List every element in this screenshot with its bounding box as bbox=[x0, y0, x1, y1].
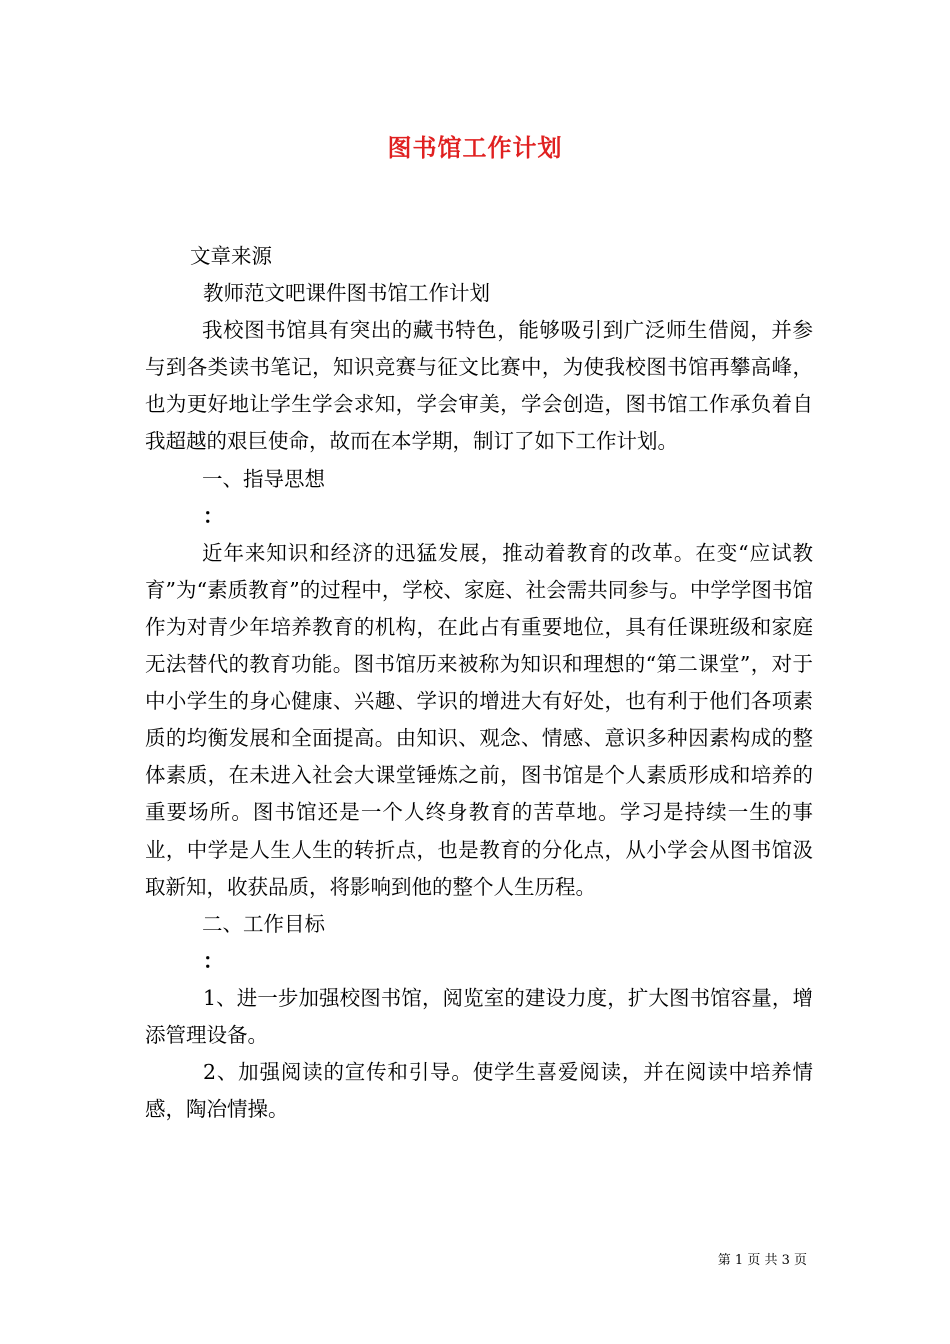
section-heading-work-goals: 二、工作目标 bbox=[202, 911, 325, 936]
document-title: 图书馆工作计划 bbox=[387, 133, 563, 162]
list-item-goal-1: 1、进一步加强校图书馆，阅览室的建设力度，扩大图书馆容量，增添管理设备。 bbox=[145, 985, 813, 1047]
page-number-footer: 第 1 页 共 3 页 bbox=[717, 1253, 807, 1268]
list-item-goal-2: 2、加强阅读的宣传和引导。使学生喜爱阅读，并在阅读中培养情感，陶冶情操。 bbox=[145, 1060, 813, 1122]
paragraph-guiding-thought: 近年来知识和经济的迅猛发展，推动着教育的改革。在变“应试教育”为“素质教育”的过程中，学校、家庭、社会需共同参与。中学学图书馆作为对青少年培养教育的机构，在此占有重要地位，具有任课班级和家庭无法替代的教育功能。图书馆历来被称为知识和理想的“第二课堂”，对于中小学生的身心健康、兴趣、学识的增进大有好处，也有利于他们各项素质的均衡发展和全面提高。由知识、观念、情感、意识多种因素构成的整体素质，在未进入社会大课堂锤炼之前，图书馆是个人素质形成和培养的重要场所。图书馆还是一个人终身教育的苦草地。学习是持续一生的事业，中学是人生人生的转折点，也是教育的分化点，从小学会从图书馆汲取新知，收获品质，将影响到他的整个人生历程。 bbox=[145, 540, 813, 899]
section-heading-guiding-thought: 一、指导思想 bbox=[202, 466, 325, 491]
section-colon: ： bbox=[203, 503, 224, 528]
section-colon: ： bbox=[203, 948, 224, 973]
paragraph-subtitle: 教师范文吧课件图书馆工作计划 bbox=[203, 281, 490, 306]
paragraph-source: 文章来源 bbox=[190, 244, 272, 268]
paragraph-intro: 我校图书馆具有突出的藏书特色，能够吸引到广泛师生借阅，并参与到各类读书笔记，知识竞赛与征文比赛中，为使我校图书馆再攀高峰，也为更好地让学生学会求知，学会审美，学会创造，图书馆工作承负着自我超越的艰巨使命，故而在本学期，制订了如下工作计划。 bbox=[145, 318, 813, 454]
document-body bbox=[145, 238, 813, 1128]
